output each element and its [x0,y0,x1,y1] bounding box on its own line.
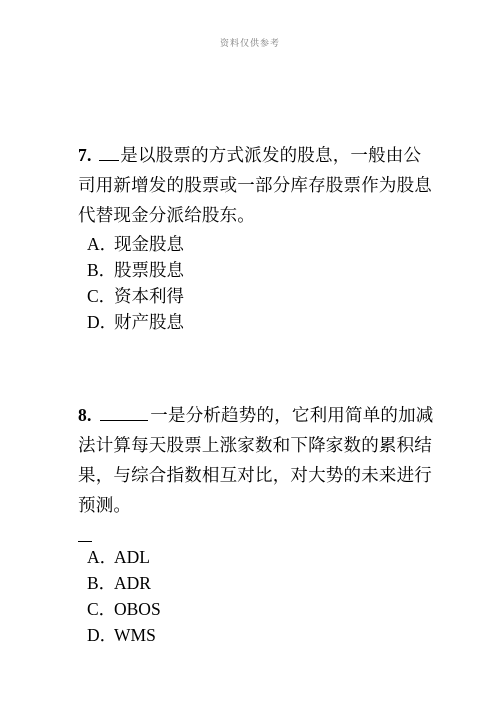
option-d [87,309,438,335]
option-text: WMS [114,625,156,645]
option-text: 财产股息 [114,313,184,333]
trailing-answer-blank [78,521,92,542]
option-c [87,596,438,622]
option-letter: A． [87,234,118,254]
option-text: 现金股息 [114,235,184,255]
option-letter: A． [87,547,118,567]
question-8 [78,400,438,648]
option-letter: C． [87,599,117,619]
question-7-number: 7. [78,145,92,165]
question-7-options [78,231,438,335]
option-letter: B． [87,573,117,593]
option-text: ADR [114,573,151,593]
option-text: 股票股息 [114,261,184,281]
option-c [87,283,438,309]
option-a [87,231,438,257]
option-letter: B． [87,260,117,280]
option-text: ADL [114,547,150,567]
question-8-number: 8. [78,405,92,425]
answer-blank [99,146,119,161]
question-7-stem-text: 是以股票的方式派发的股息，一般由公司用新增发的股票或一部分库存股票作为股息代替现金分派给股东。 [78,146,432,226]
question-7 [78,140,438,335]
option-d [87,622,438,648]
option-b [87,257,438,283]
question-7-stem [78,140,438,231]
option-a [87,544,438,570]
option-letter: D． [87,312,118,332]
option-letter: C． [87,286,117,306]
option-text: 资本利得 [114,287,184,307]
question-8-stem-text: 一是分析趋势的，它利用简单的加减法计算每天股票上涨家数和下降家数的累积结果，与综合指数相互对比，对大势的未来进行预测。 [78,406,434,516]
header-note: 资料仅供参考 [219,39,280,49]
option-b [87,570,438,596]
answer-blank [100,406,148,421]
option-letter: D． [87,625,118,645]
question-8-options [78,544,438,648]
question-8-stem [78,400,438,521]
option-text: OBOS [114,599,161,619]
